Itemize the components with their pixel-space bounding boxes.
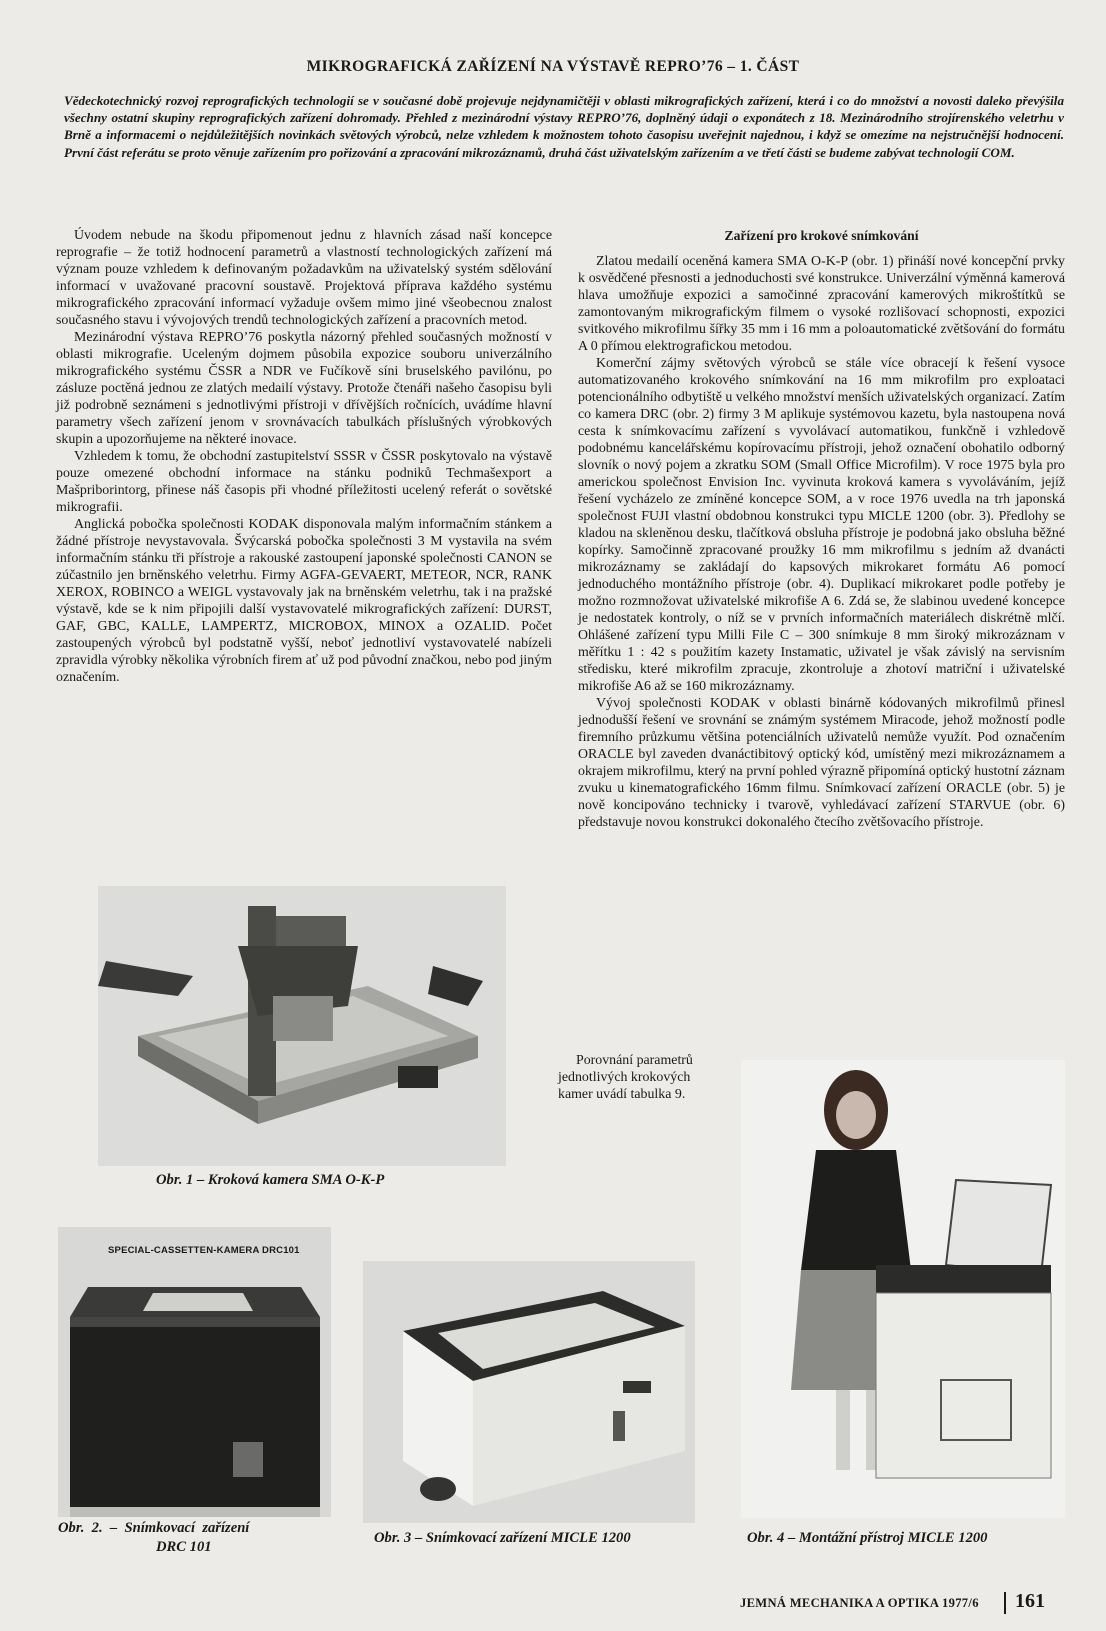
- article-title: MIKROGRAFICKÁ ZAŘÍZENÍ NA VÝSTAVĚ REPRO’76 – 1. ČÁST: [306, 58, 800, 75]
- article-intro: Vědeckotechnický rozvoj reprografických technologií se v současné době projevuje nejdynamičtěji v oblasti mikrografických zařízení, která i co do množství a novosti daleko převýšila všechny ostatní skupiny reprografických zařízení dohromady. Přehled z mezinárodní výstavy REPRO’76, doplněný údaji o exponátech z 18. Mezinárodního strojírenského veletrhu v Brně a informacemi o nejdůležitějších novinkách světových výrobců, nelze vzhledem k možnostem tohoto časopisu uveřejnit najednou, i když se omezíme na nejstručnější hodnocení. První část referátu se proto věnuje zařízením pro pořizování a zpracování mikrozáznamů, druhá část uživatelským zařízením a ve třetí části se budeme zabývat technologií COM.: [64, 93, 1064, 160]
- photo-micle-mounting-device: [741, 1060, 1065, 1518]
- photo-drc101-camera: [58, 1227, 331, 1517]
- photo-sma-okp-camera: [98, 886, 506, 1166]
- micle-illustration: [363, 1261, 695, 1523]
- right-column: [578, 227, 1065, 831]
- body-paragraph: Úvodem nebude na škodu připomenout jednu z hlavních zásad naší koncepce reprografie – že totiž hodnocení parametrů a vlastností technologických zařízení má význam pouze vzhledem k definovaným požadavkům na uživatelský systém sdělování informací v uvažované pracovní soustavě. Projektová příprava každého systému mikrografického zpracování informací vyžaduje ovšem mimo jiné všeobecnou znalost současného stavu i vývojových trendů technologických zařízení a pracovních metod.: [56, 228, 552, 328]
- body-paragraph: Vzhledem k tomu, že obchodní zastupitelství SSSR v ČSSR poskytovalo na výstavě pouze omezené obchodní informace na stánku podniků Techmašexport a Mašpriborintorg, přinese náš časopis při vhodné příležitosti ucelený referát o sovětské mikrografii.: [56, 449, 552, 515]
- figure2-label: SPECIAL-CASSETTEN-KAMERA DRC101: [108, 1245, 300, 1256]
- mounting-device-illustration: [741, 1060, 1065, 1518]
- page-number: 161: [1015, 1590, 1045, 1612]
- footer-divider: [1004, 1592, 1006, 1614]
- left-column: [56, 227, 552, 686]
- comparison-note: Porovnání parametrů jednotlivých krokových kamer uvádí tabulka 9.: [558, 1053, 693, 1102]
- page-footer: [740, 1590, 1060, 1616]
- section-heading: Zařízení pro krokové snímkování: [724, 228, 919, 243]
- body-paragraph: Vývoj společnosti KODAK v oblasti binárně kódovaných mikrofilmů přinesl jednodušší řešení ve srovnání se známým systémem Miracode, jehož možností podle firemního průzkumu většina potenciálních uživatelů nemůže využít. Pod označením ORACLE byl zaveden dvanáctibitový optický kód, umístěný mezi mikrozáznamem a okrajem mikrofilmu, který na první pohled výrazně připomíná optický hustotní záznam zvuku u kinematografického 16mm filmu. Snímkovací zařízení ORACLE (obr. 5) je nově koncipováno technicky i tvarově, vyhledávací zařízení STARVUE (obr. 6) představuje novou konstrukci dokonalého čtecího zvětšovacího přístroje.: [578, 696, 1065, 830]
- drc-illustration: [58, 1227, 331, 1517]
- figure2-caption-line2: DRC 101: [156, 1539, 212, 1555]
- figure1-caption: Obr. 1 – Kroková kamera SMA O-K-P: [156, 1172, 385, 1188]
- photo-micle1200: [363, 1261, 695, 1523]
- journal-name: JEMNÁ MECHANIKA A OPTIKA 1977/6: [740, 1596, 979, 1610]
- camera-illustration: [98, 886, 506, 1166]
- figure3-caption: Obr. 3 – Snímkovací zařízení MICLE 1200: [374, 1530, 631, 1546]
- figure2-caption-line1: Obr. 2. – Snímkovací zařízení: [58, 1520, 250, 1536]
- body-paragraph: Zlatou medailí oceněná kamera SMA O-K-P (obr. 1) přináší nové koncepční prvky k osvědčené přesnosti a jednoduchosti své konstrukce. Univerzální výměnná kamerová hlava umožňuje expozici a samočinné zpracování kamerových mikroštítků se zamontovaným mikrografickým filmem o vysoké rozlišovací schopnosti, expozici svitkového mikrofilmu šířky 35 mm i 16 mm a poloautomatické zvětšování do formátu A 0 přímou elektrografickou metodou.: [578, 254, 1065, 354]
- body-paragraph: Komerční zájmy světových výrobců se stále více obracejí k řešení vysoce automatizovaného krokového snímkování na 16 mm mikrofilm pro exploataci potencionálního odbytiště u velkého množství menších uživatelských organizací. Zatím co kamera DRC (obr. 2) firmy 3 M aplikuje systémovou kazetu, byla nastoupena nová cesta k snímkovacímu zařízení s vyvolávací automatikou, funkčně i vzhledově podobnému kancelářskému kopírovacímu přístroji, jehož označení obohatilo odborný slovník o nový pojem a zkratku SOM (Small Office Microfilm). V roce 1975 byla pro americkou společnost Envision Inc. vyvinuta kroková kamera s vyvoláváním, jejíž řešení vycházelo ze zmíněné koncepce SOM, a v roce 1976 uvedla na trh japonská společnost FUJI vlastní obdobnou konstrukci typu MICLE 1200 (obr. 3). Předlohy se kladou na skleněnou desku, tlačítková obsluha přístroje je podobná jako obsluha běžné kopírky. Samočinně zpracované proužky 16 mm mikrofilmu s jedním až dvanácti mikrozáznamy se zakládají do kapsových mikrokaret formátu A6 pomocí jednoduchého montážního přístroje (obr. 4). Duplikací mikrokaret podle potřeby je možno rozmnožovat uživatelské mikrofiše A 6. Zdá se, že slabinou uvedené koncepce je nedostatek kontroly, o níž se v prvních informačních materiálech diskrétně mlčí. Ohlášené zařízení typu Milli File C – 300 snímkuje 8 mm široký mikrozáznam v měřítku 1 : 42 s použitím kazety Instamatic, uživatel je však závislý na servisním středisku, které mikrofilm zpracuje, zkontroluje a zhotoví matriční i uživatelské mikrofiše A6 až se 160 mikrozáznamy.: [578, 356, 1065, 694]
- body-paragraph: Mezinárodní výstava REPRO’76 poskytla názorný přehled současných možností v oblasti mikrografie. Uceleným dojmem působila expozice souboru univerzálního mikrografického systému ČSSR a NDR ve Fučíkově síni bruselského pavilónu, po zásluze poctěná jednou ze zlatých medailí výstavy. Protože čtenáři našeho časopisu byli již podrobně seznámeni s jednotlivými přístroji v dřívějších ročnících, uvádíme hlavní parametry všech zařízení jenom v srovnávacích tabulkách příslušných výrobkových skupin a upozorňujeme na některé inovace.: [56, 330, 552, 447]
- figure4-caption: Obr. 4 – Montážní přístroj MICLE 1200: [747, 1530, 988, 1546]
- body-paragraph: Anglická pobočka společnosti KODAK disponovala malým informačním stánkem a žádné přístroje nevystavovala. Švýcarská pobočka společnosti 3 M vystavila na svém informačním stánku tři přístroje a rakouské zastoupení japonské společnosti CANON se zúčastnilo jen brněnského veletrhu. Firmy AGFA-GEVAERT, METEOR, NCR, RANK XEROX, ROBINCO a WEIGL vystavovaly jak na brněnském veletrhu, tak i na pražské výstavě, kde se k nim připojili další vystavovatelé mikrografických zařízení: DURST, GAF, GBC, KALLE, LAMPERTZ, MICROBOX, MINOX a OZALID. Počet zastoupených výrobců byl podstatně vyšší, neboť jednotliví vystavovatelé nabízeli zpravidla výrobky několika výrobních firem ať už pod původní značkou, nebo pod jiným označením.: [56, 517, 552, 685]
